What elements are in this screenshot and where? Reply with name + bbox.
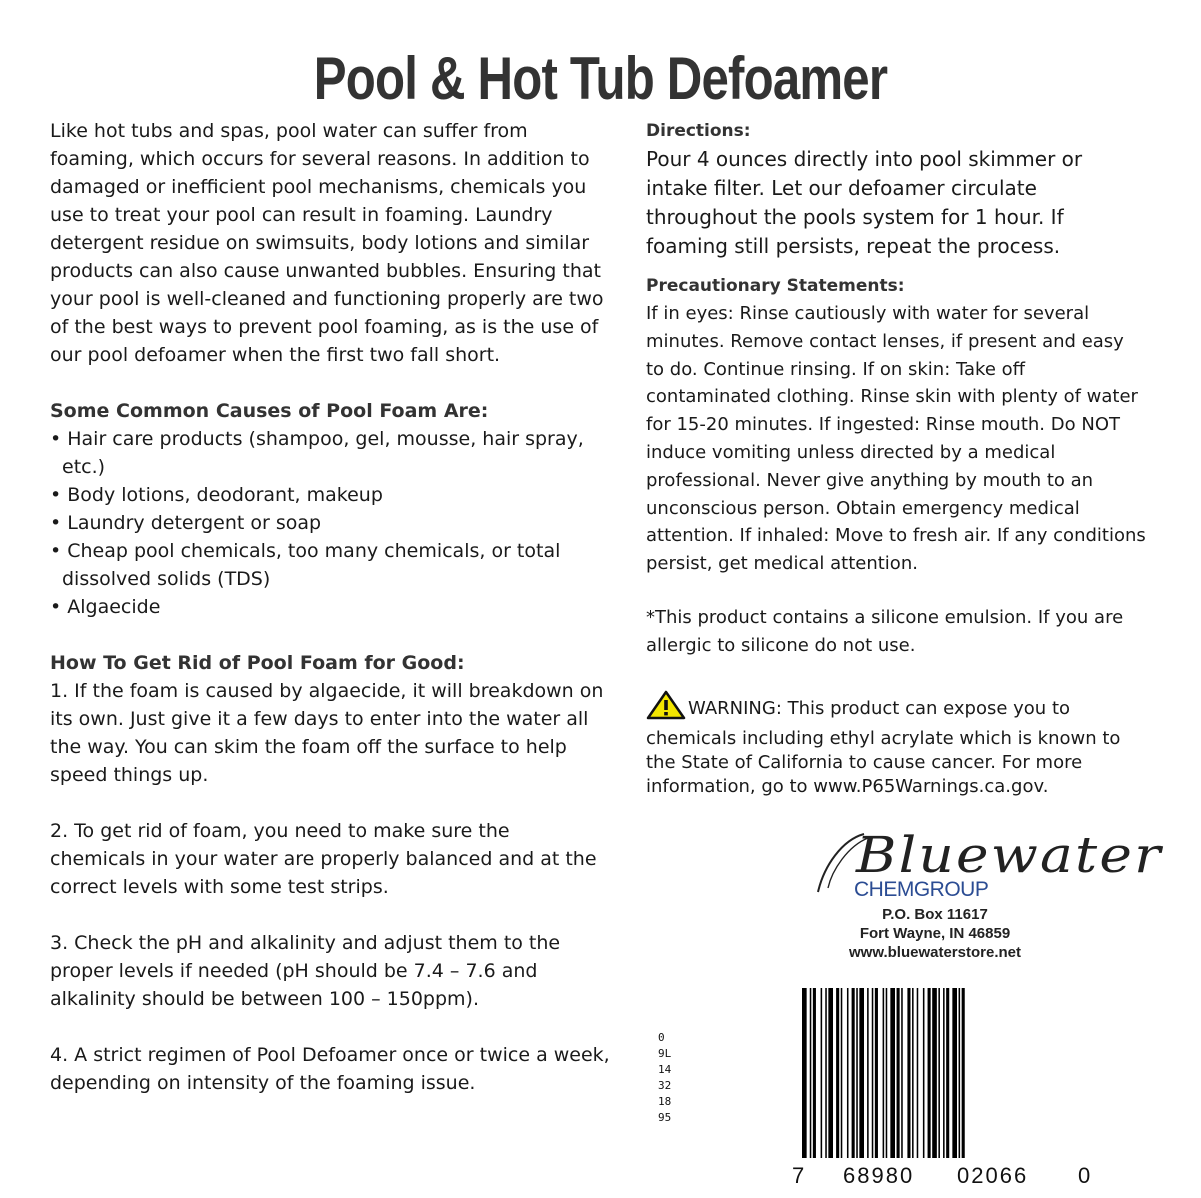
right-column: [646, 117, 1146, 799]
barcode-bar: [867, 988, 869, 1158]
barcode-bar: [810, 988, 812, 1158]
barcode-bar: [856, 988, 858, 1158]
address-line-1: P.O. Box 11617: [882, 906, 988, 923]
barcode-bar: [828, 988, 833, 1158]
barcode-bar: [886, 988, 888, 1158]
directions-heading: Directions:: [646, 121, 751, 141]
barcode-bar: [852, 988, 855, 1158]
barcode-bar: [962, 988, 965, 1158]
barcode-bar: [825, 988, 827, 1158]
brand-address: [820, 905, 1050, 962]
howto-step-3: 3. Check the pH and alkalinity and adjust them to the proper levels if needed (pH should be 7.4 – 7.6 and alkalinity should be between 100 – 150ppm).: [50, 932, 561, 1010]
barcode-bar: [917, 988, 919, 1158]
barcode-bar: [821, 988, 823, 1158]
list-item: • Cheap pool chemicals, too many chemicals, or total dissolved solids (TDS): [50, 540, 561, 590]
precautions-heading: Precautionary Statements:: [646, 276, 905, 296]
barcode-bar: [897, 988, 900, 1158]
barcode-bar: [901, 988, 903, 1158]
list-item: • Algaecide: [50, 596, 161, 618]
directions-text: Pour 4 ounces directly into pool skimmer or intake filter. Let our defoamer circulate throughout the pools system for 1 hour. If foaming still persists, repeat the process.: [646, 147, 1083, 258]
barcode-bar: [959, 988, 961, 1158]
barcode-right-digits: 02066: [957, 1163, 1029, 1188]
howto-step-2: 2. To get rid of foam, you need to make sure the chemicals in your water are properly balanced and at the correct levels with some test strips.: [50, 820, 597, 898]
causes-heading: Some Common Causes of Pool Foam Are:: [50, 400, 489, 422]
barcode-bar: [932, 988, 937, 1158]
warning-text: WARNING: This product can expose you to chemicals including ethyl acrylate which is known to the State of California to cause cancer. For more information, go to www.P65Warnings.ca.gov.: [646, 697, 1121, 797]
silicone-note: *This product contains a silicone emulsion. If you are allergic to silicone do not use.: [646, 606, 1124, 656]
precautions-text: If in eyes: Rinse cautiously with water for several minutes. Remove contact lenses, if present and easy to do. Continue rinsing. If on skin: Take off contaminated clothing. Rinse skin with plenty of water for 15-20 minutes. If ingested: Rinse mouth. Do NOT induce vomiting unless directed by a medical professional. Never give anything by mouth to an unconscious person. Obtain emergency medical attention. If inhaled: Move to fresh air. If any conditions persist, get medical attention.: [646, 303, 1146, 575]
barcode-bar: [890, 988, 895, 1158]
warning-statement: [646, 690, 1146, 799]
address-line-2: Fort Wayne, IN 46859: [859, 925, 1011, 942]
barcode-bar: [923, 988, 925, 1158]
intro-paragraph: Like hot tubs and spas, pool water can suffer from foaming, which occurs for several reasons. In addition to damaged or inefficient pool mechanisms, chemicals you use to treat your pool can result in foaming. Laundry detergent residue on swimsuits, body lotions and similar products can also cause unwanted bubbles. Ensuring that your pool is well-cleaned and functioning properly are two of the best ways to prevent pool foaming, as is the use of our pool defoamer when the first two fall short.: [50, 120, 604, 366]
barcode-bar: [943, 988, 945, 1158]
page-title: Pool & Hot Tub Defoamer: [313, 45, 888, 112]
brand-group: CHEMGROUP: [854, 878, 989, 901]
barcode-bar: [859, 988, 864, 1158]
barcode-bar: [912, 988, 914, 1158]
barcode-left-digits: 68980: [843, 1163, 915, 1188]
barcode-bar: [872, 988, 874, 1158]
barcode-bar: [946, 988, 949, 1158]
howto-heading: How To Get Rid of Pool Foam for Good:: [50, 652, 465, 674]
barcode-check-digit: 0: [1078, 1163, 1091, 1188]
barcode-bar: [847, 988, 849, 1158]
brand-logo: [812, 826, 1163, 906]
barcode-bar: [836, 988, 839, 1158]
barcode-bar: [883, 988, 885, 1158]
list-item: • Laundry detergent or soap: [50, 512, 322, 534]
brand-script: Bluewater: [856, 826, 1163, 884]
barcode-lead-digit: 7: [792, 1163, 805, 1188]
side-code: 0 9L 14 32 18 95: [658, 1031, 672, 1124]
barcode-bar: [813, 988, 816, 1158]
barcode-bar: [841, 988, 843, 1158]
list-item: • Hair care products (shampoo, gel, mousse, hair spray, etc.): [50, 428, 584, 478]
barcode-bar: [928, 988, 931, 1158]
barcode-bar: [802, 988, 807, 1158]
website: www.bluewaterstore.net: [849, 944, 1021, 961]
barcode: [800, 988, 1068, 1158]
barcode-bar: [952, 988, 957, 1158]
left-column: [50, 117, 610, 1097]
list-item: • Body lotions, deodorant, makeup: [50, 484, 383, 506]
warning-triangle-icon: [646, 690, 686, 727]
howto-step-1: 1. If the foam is caused by algaecide, it will breakdown on its own. Just give it a few days to enter into the water all the way. You can skim the foam off the surface to help speed things up.: [50, 680, 604, 786]
howto-step-4: 4. A strict regimen of Pool Defoamer once or twice a week, depending on intensity of the foaming issue.: [50, 1044, 610, 1094]
barcode-bar: [907, 988, 910, 1158]
barcode-bar: [938, 988, 940, 1158]
barcode-bar: [875, 988, 878, 1158]
